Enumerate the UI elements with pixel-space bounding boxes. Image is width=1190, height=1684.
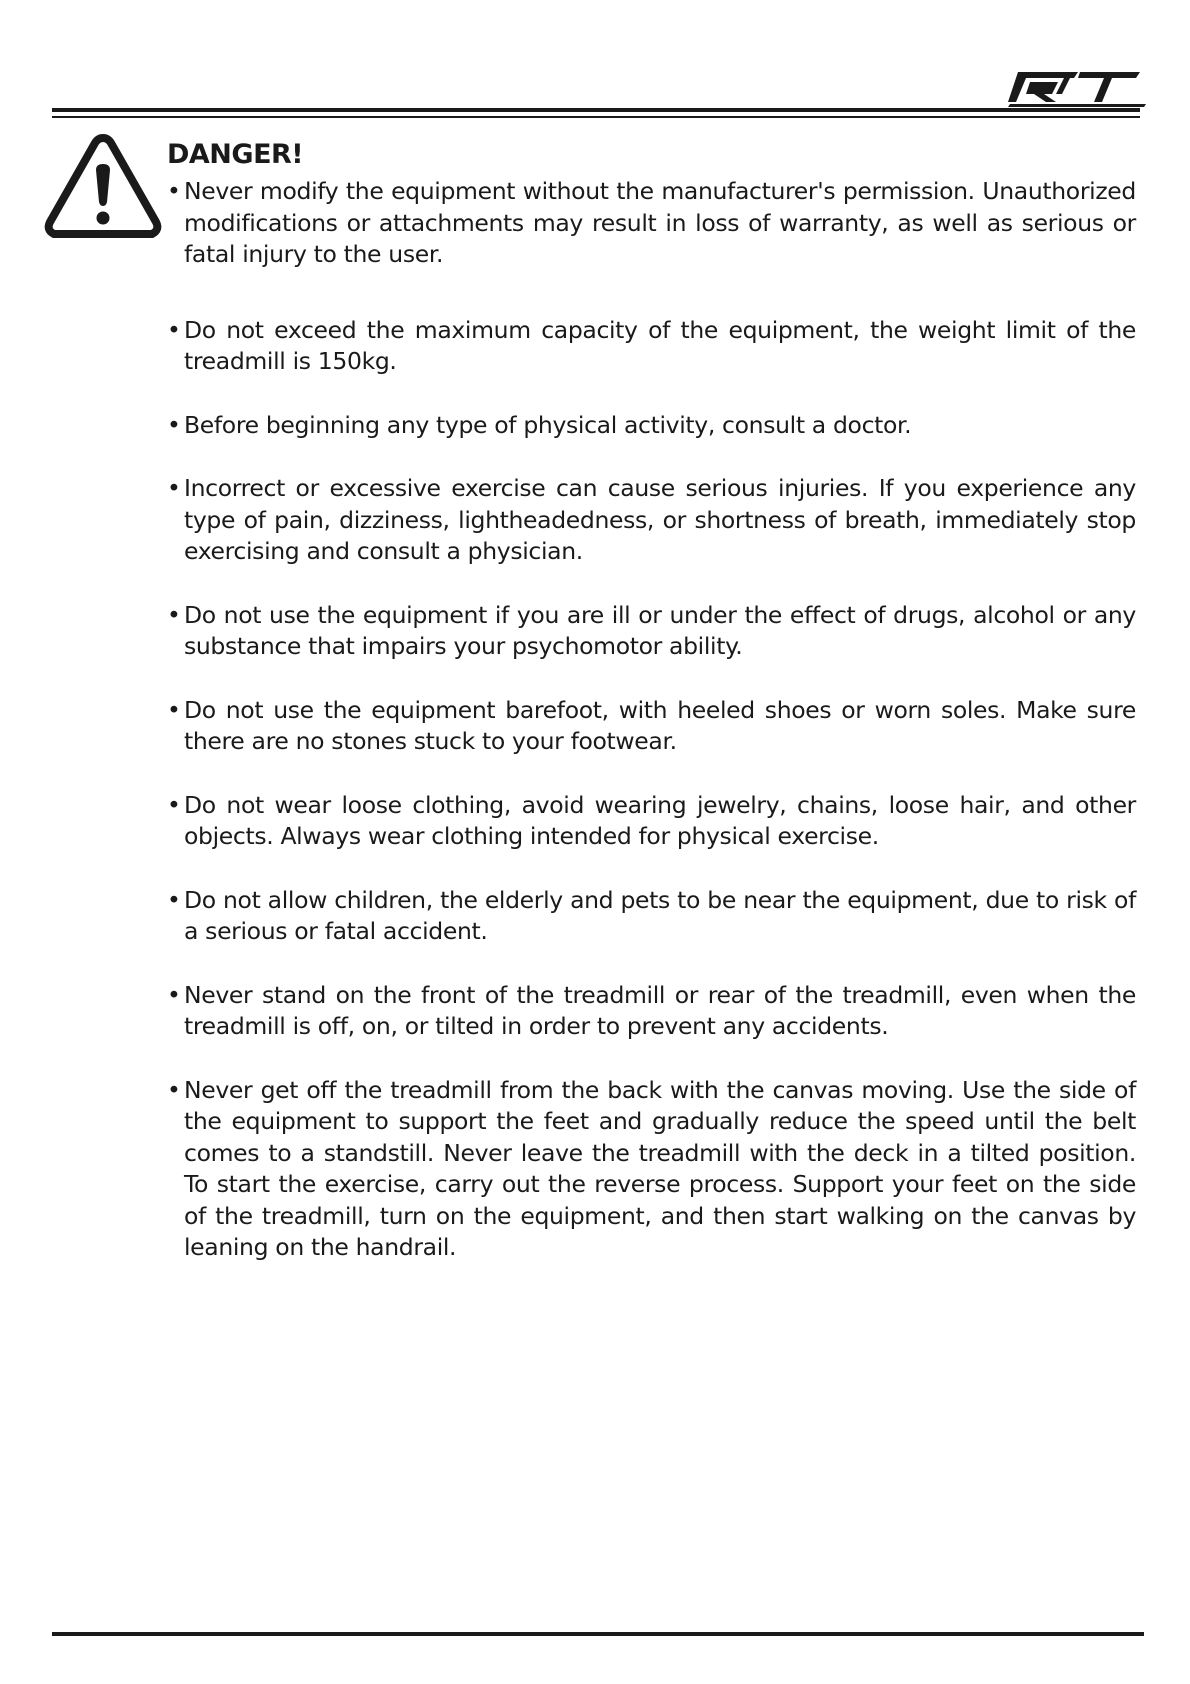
- safety-list: [167, 176, 1136, 1296]
- list-item: • Never get off the treadmill from the back with the canvas moving. Use the side of the equipment to support the feet and gradually reduce the speed until the belt comes to a standstill. Never leave the treadmill with the deck in a tilted position. To start the exercise, carry out the reverse process. Support your feet on the side of the treadmill, turn on the equipment, and then start walking on the canvas by leaning on the handrail.: [167, 1075, 1136, 1264]
- list-item: • Never stand on the front of the treadmill or rear of the treadmill, even when the treadmill is off, on, or tilted in order to prevent any accidents.: [167, 980, 1136, 1043]
- list-item: • Incorrect or excessive exercise can cause serious injuries. If you experience any type of pain, dizziness, lightheadedness, or shortness of breath, immediately stop exercising and consult a physician.: [167, 473, 1136, 568]
- list-item: • Do not use the equipment barefoot, with heeled shoes or worn soles. Make sure there are no stones stuck to your footwear.: [167, 695, 1136, 758]
- list-item: • Never modify the equipment without the manufacturer's permission. Unauthorized modifications or attachments may result in loss of warranty, as well as serious or fatal injury to the user.: [167, 176, 1136, 271]
- list-item: • Do not wear loose clothing, avoid wearing jewelry, chains, loose hair, and other objects. Always wear clothing intended for physical exercise.: [167, 790, 1136, 853]
- warning-triangle-icon: [44, 130, 162, 242]
- footer-rule: [52, 1632, 1144, 1636]
- header-rule: [52, 108, 1140, 112]
- list-item: • Do not allow children, the elderly and pets to be near the equipment, due to risk of a serious or fatal accident.: [167, 885, 1136, 948]
- header-rule-thin: [52, 116, 1140, 118]
- danger-title: DANGER!: [167, 139, 304, 170]
- list-item: • Before beginning any type of physical activity, consult a doctor.: [167, 410, 1136, 442]
- list-item: • Do not use the equipment if you are ill or under the effect of drugs, alcohol or any substance that impairs your psychomotor ability.: [167, 600, 1136, 663]
- list-item: • Do not exceed the maximum capacity of the equipment, the weight limit of the treadmill is 150kg.: [167, 315, 1136, 378]
- rt-logo: [1000, 66, 1148, 110]
